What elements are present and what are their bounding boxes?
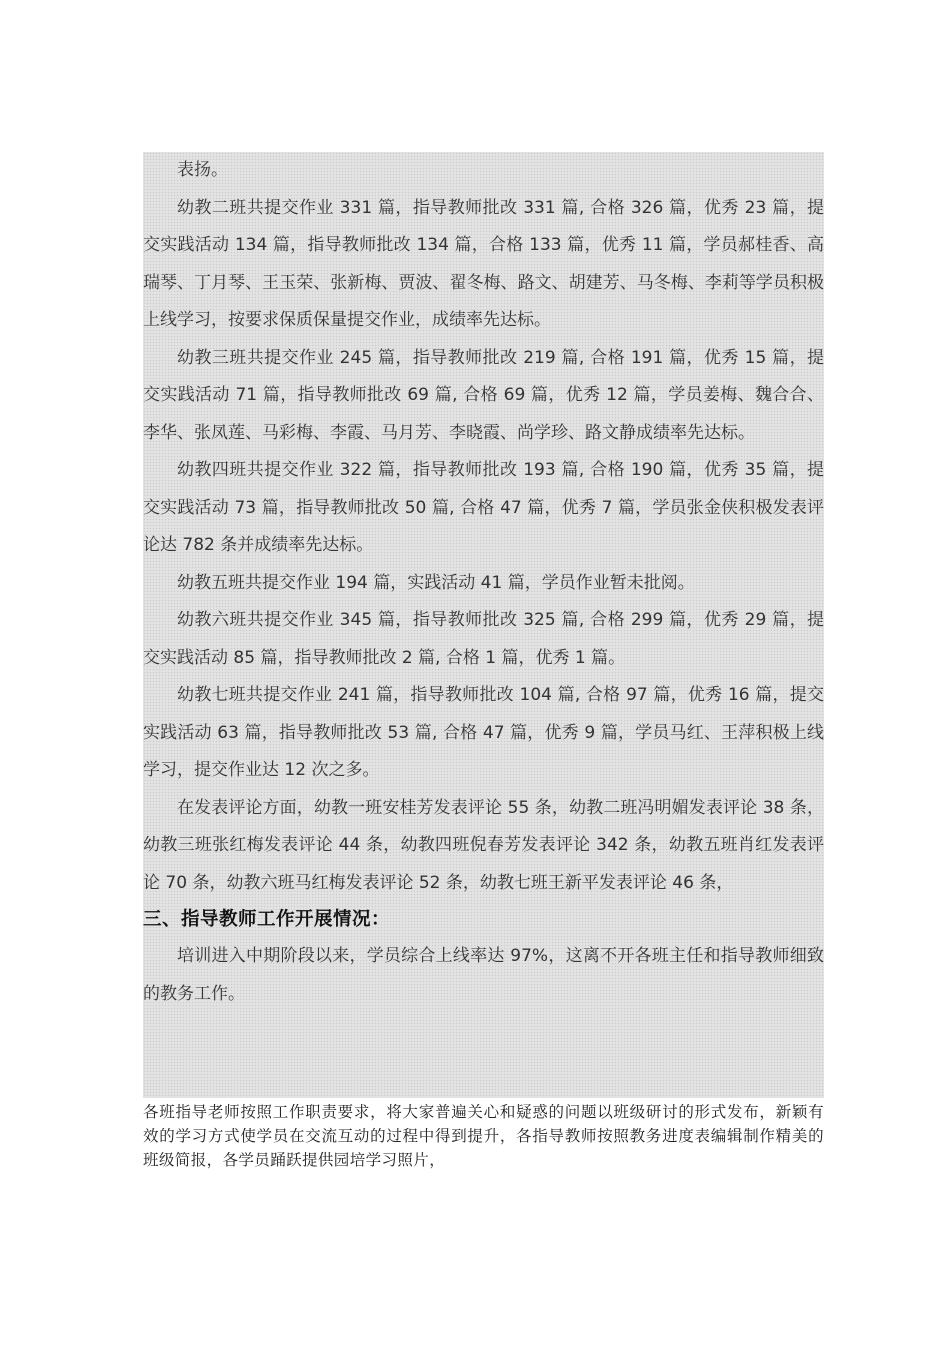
paragraph-class-6: 幼教六班共提交作业 345 篇，指导教师批改 325 篇, 合格 299 篇，优秀 29 篇，提交实践活动 85 篇，指导教师批改 2 篇, 合格 1 篇，优秀 1 篇。 [143, 610, 824, 668]
section-heading-3: 三、指导教师工作开展情况： [143, 909, 391, 930]
paragraph-teacher-duties: 各班指导老师按照工作职责要求，将大家普遍关心和疑惑的问题以班级研讨的形式发布，新颖有效的学习方式使学员在交流互动的过程中得到提升，各指导教师按照教务进度表编辑制作精美的班级简报，各学员踊跃提供园培学习照片， [143, 1103, 824, 1169]
paragraph-class-3: 幼教三班共提交作业 245 篇，指导教师批改 219 篇, 合格 191 篇，优秀 15 篇，提交实践活动 71 篇，指导教师批改 69 篇, 合格 69 篇，优秀 12 篇，学员姜梅、魏合合、李华、张凤莲、马彩梅、李霞、马月芳、李晓霞、尚学珍、路文静成绩率先达标。 [143, 347, 824, 443]
paragraph-class-2: 幼教二班共提交作业 331 篇，指导教师批改 331 篇, 合格 326 篇，优秀 23 篇，提交实践活动 134 篇，指导教师批改 134 篇，合格 133 篇，优秀 11 篇，学员郝桂香、高瑞琴、丁月琴、王玉荣、张新梅、贾波、翟冬梅、路文、胡建芳、马冬梅、李莉等学员积极上线学习，按要求保质保量提交作业，成绩率先达标。 [143, 197, 824, 330]
paragraph-praise-end: 表扬。 [177, 160, 228, 180]
paragraph-class-4: 幼教四班共提交作业 322 篇，指导教师批改 193 篇, 合格 190 篇，优秀 35 篇，提交实践活动 73 篇，指导教师批改 50 篇, 合格 47 篇，优秀 7 篇，学员张金侠积极发表评论达 782 条并成绩率先达标。 [143, 460, 824, 555]
paragraph-class-7: 幼教七班共提交作业 241 篇，指导教师批改 104 篇, 合格 97 篇，优秀 16 篇，提交实践活动 63 篇，指导教师批改 53 篇, 合格 47 篇，优秀 9 篇，学员马红、王萍积极上线学习，提交作业达 12 次之多。 [143, 685, 824, 780]
shaded-text-block [143, 152, 824, 1098]
paragraph-teacher-work: 培训进入中期阶段以来，学员综合上线率达 97%，这离不开各班主任和指导教师细致的教务工作。 [143, 946, 824, 1004]
paragraph-class-5: 幼教五班共提交作业 194 篇，实践活动 41 篇，学员作业暂未批阅。 [177, 572, 695, 593]
paragraph-comments: 在发表评论方面，幼教一班安桂芳发表评论 55 条，幼教二班冯明媚发表评论 38 条，幼教三班张红梅发表评论 44 条，幼教四班倪春芳发表评论 342 条，幼教五班肖红发表评论 70 条，幼教六班马红梅发表评论 52 条，幼教七班王新平发表评论 46 条， [143, 797, 824, 893]
